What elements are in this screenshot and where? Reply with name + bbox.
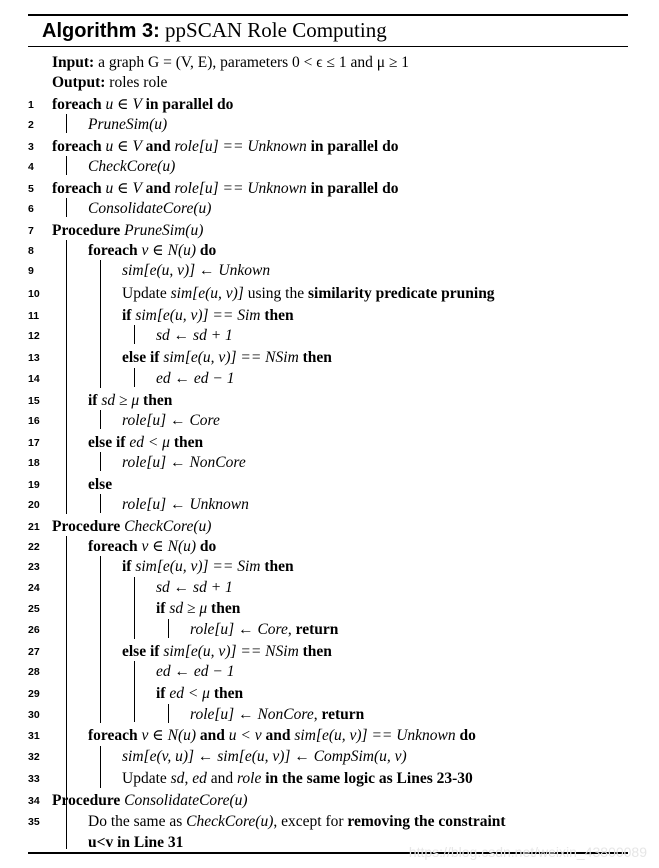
algorithm-line bbox=[0, 683, 659, 705]
algorithm-line bbox=[0, 260, 659, 282]
algorithm-line bbox=[0, 641, 659, 663]
math-expression: role[u] ← Core bbox=[122, 412, 220, 429]
math-expression: u ∈ V bbox=[105, 180, 146, 197]
keyword: foreach bbox=[52, 96, 106, 113]
line-number: 18 bbox=[28, 457, 40, 469]
math-expression: v ∈ N(u) bbox=[141, 538, 200, 555]
keyword: u<v in Line 31 bbox=[88, 834, 184, 851]
output-text: roles role bbox=[109, 74, 168, 91]
keyword: else if bbox=[88, 434, 130, 451]
line-number: 1 bbox=[28, 99, 34, 111]
line-text bbox=[122, 556, 294, 578]
algorithm-label: Algorithm 3: bbox=[42, 20, 160, 42]
algorithm-line bbox=[0, 325, 659, 347]
input-label: Input: bbox=[52, 54, 95, 71]
math-expression: sim[e(u, v)] ← Unkown bbox=[122, 262, 271, 279]
line-number: 26 bbox=[28, 624, 40, 636]
algorithm-line bbox=[0, 494, 659, 516]
keyword: if bbox=[156, 685, 170, 702]
keyword: foreach bbox=[88, 538, 142, 555]
keyword: removing the constraint bbox=[347, 813, 506, 830]
math-expression: v ∈ N(u) bbox=[141, 727, 200, 744]
keyword: in parallel do bbox=[310, 138, 399, 155]
keyword: Procedure bbox=[52, 518, 125, 535]
line-text bbox=[122, 410, 220, 432]
line-number: 10 bbox=[28, 288, 40, 300]
math-expression: u ∈ V bbox=[105, 96, 146, 113]
line-text bbox=[88, 832, 183, 854]
algorithm-line bbox=[0, 94, 659, 116]
algorithm-line bbox=[0, 305, 659, 327]
line-text bbox=[156, 368, 234, 390]
algorithm-line bbox=[0, 432, 659, 454]
line-text bbox=[156, 325, 233, 347]
keyword: then bbox=[211, 600, 241, 617]
math-expression: sd ≥ μ bbox=[169, 600, 212, 617]
algorithm-line bbox=[0, 283, 659, 305]
line-text bbox=[88, 390, 172, 412]
line-text bbox=[88, 725, 476, 747]
line-text bbox=[88, 156, 175, 178]
plain-text: using the bbox=[247, 285, 308, 302]
math-expression: role[u] ← NonCore bbox=[122, 454, 246, 471]
keyword: else if bbox=[122, 349, 164, 366]
plain-text: , bbox=[184, 770, 193, 787]
line-text bbox=[88, 432, 203, 454]
math-expression: sd ← sd + 1 bbox=[156, 327, 233, 344]
line-number: 24 bbox=[28, 582, 40, 594]
math-expression: ed ← ed − 1 bbox=[156, 370, 235, 387]
algorithm-line bbox=[0, 598, 659, 620]
algorithm-line bbox=[0, 240, 659, 262]
math-expression: ed < μ bbox=[169, 685, 214, 702]
line-number: 7 bbox=[28, 225, 34, 237]
math-expression: role[u] == Unknown bbox=[174, 180, 311, 197]
algorithm-line bbox=[0, 410, 659, 432]
algorithm-line bbox=[0, 619, 659, 641]
math-expression: ConsolidateCore(u) bbox=[88, 200, 212, 217]
keyword: return bbox=[295, 621, 339, 638]
line-number: 17 bbox=[28, 437, 40, 449]
keyword: then bbox=[173, 434, 204, 451]
keyword: Procedure bbox=[52, 792, 125, 809]
math-expression: role[u] == Unknown bbox=[174, 138, 311, 155]
line-number: 19 bbox=[28, 479, 40, 491]
keyword: do bbox=[199, 242, 217, 259]
line-number: 28 bbox=[28, 666, 40, 678]
line-text bbox=[122, 494, 249, 516]
line-text bbox=[88, 198, 211, 220]
keyword: else bbox=[88, 476, 113, 493]
keyword: and bbox=[199, 727, 229, 744]
math-expression: sim[e(u, v)] == Sim bbox=[135, 558, 265, 575]
line-number: 8 bbox=[28, 245, 34, 257]
line-text bbox=[122, 347, 332, 369]
algorithm-line bbox=[0, 811, 659, 833]
line-text bbox=[156, 598, 240, 620]
algorithm-line bbox=[0, 516, 659, 538]
algorithm-line bbox=[0, 390, 659, 412]
keyword: and bbox=[145, 138, 175, 155]
line-text bbox=[88, 240, 216, 262]
output-label: Output: bbox=[52, 74, 106, 91]
title-rule bbox=[28, 46, 628, 47]
math-expression: ed ← ed − 1 bbox=[156, 663, 235, 680]
keyword: else if bbox=[122, 643, 164, 660]
line-text bbox=[52, 94, 233, 116]
line-number: 25 bbox=[28, 603, 40, 615]
math-expression: sim[e(u, v)] == NSim bbox=[163, 643, 303, 660]
algorithm-line bbox=[0, 474, 659, 496]
math-expression: PruneSim(u) bbox=[88, 116, 168, 133]
plain-text: Update bbox=[122, 285, 171, 302]
line-text bbox=[88, 811, 506, 833]
line-number: 34 bbox=[28, 795, 40, 807]
algorithm-line bbox=[0, 368, 659, 390]
line-number: 30 bbox=[28, 709, 40, 721]
line-number: 22 bbox=[28, 541, 40, 553]
math-expression: ed < μ bbox=[129, 434, 174, 451]
line-text bbox=[122, 641, 332, 663]
line-number: 35 bbox=[28, 816, 40, 828]
line-number: 32 bbox=[28, 751, 40, 763]
math-expression: v ∈ N(u) bbox=[141, 242, 200, 259]
keyword: in parallel do bbox=[310, 180, 399, 197]
math-expression: role[u] ← NonCore bbox=[190, 706, 314, 723]
line-text bbox=[52, 178, 398, 200]
line-text bbox=[156, 661, 234, 683]
line-text bbox=[88, 474, 112, 496]
line-text bbox=[52, 220, 203, 242]
keyword: if bbox=[122, 307, 136, 324]
plain-text: and bbox=[210, 770, 237, 787]
line-number: 6 bbox=[28, 203, 34, 215]
plain-text: , except for bbox=[273, 813, 348, 830]
keyword: do bbox=[459, 727, 476, 744]
math-expression: PruneSim(u) bbox=[124, 222, 204, 239]
math-expression: sim[e(u, v)] bbox=[170, 285, 248, 302]
algorithm-line bbox=[0, 198, 659, 220]
line-number: 12 bbox=[28, 330, 40, 342]
line-number: 11 bbox=[28, 310, 40, 322]
line-number: 5 bbox=[28, 183, 34, 195]
algorithm-line bbox=[0, 136, 659, 158]
line-number: 31 bbox=[28, 730, 40, 742]
algorithm-line bbox=[0, 768, 659, 790]
keyword: then bbox=[302, 643, 332, 660]
math-expression: ConsolidateCore(u) bbox=[124, 792, 248, 809]
math-expression: u ∈ V bbox=[105, 138, 146, 155]
line-text bbox=[52, 790, 248, 812]
keyword: Procedure bbox=[52, 222, 125, 239]
line-number: 14 bbox=[28, 373, 40, 385]
keyword: in parallel do bbox=[145, 96, 234, 113]
line-text bbox=[156, 683, 243, 705]
line-number: 15 bbox=[28, 395, 40, 407]
line-number: 16 bbox=[28, 415, 40, 427]
line-text bbox=[122, 746, 407, 768]
line-text bbox=[156, 577, 233, 599]
math-expression: sim[e(u, v)] == Sim bbox=[135, 307, 265, 324]
keyword: do bbox=[199, 538, 217, 555]
plain-text: Do the same as bbox=[88, 813, 187, 830]
math-expression: sim[e(u, v)] == NSim bbox=[163, 349, 303, 366]
line-text bbox=[190, 704, 364, 726]
line-number: 29 bbox=[28, 688, 40, 700]
top-rule bbox=[28, 14, 628, 16]
algorithm-line bbox=[0, 220, 659, 242]
input-line bbox=[0, 52, 659, 74]
line-number: 20 bbox=[28, 499, 40, 511]
line-text bbox=[52, 136, 398, 158]
keyword: similarity predicate pruning bbox=[307, 285, 495, 302]
line-number: 13 bbox=[28, 352, 40, 364]
math-expression: CheckCore(u) bbox=[186, 813, 274, 830]
line-text bbox=[122, 283, 495, 305]
math-expression: sd ≥ μ bbox=[101, 392, 144, 409]
math-expression: role[u] ← Core bbox=[190, 621, 288, 638]
algorithm-line bbox=[0, 746, 659, 768]
algorithm-title: ppSCAN Role Computing bbox=[165, 18, 387, 42]
keyword: in the same logic as Lines 23-30 bbox=[265, 770, 473, 787]
keyword: foreach bbox=[52, 180, 106, 197]
watermark: https://blog.csdn.net/weixin_43800089 bbox=[408, 844, 647, 860]
math-expression: u < v bbox=[228, 727, 266, 744]
keyword: if bbox=[88, 392, 102, 409]
algorithm-line bbox=[0, 725, 659, 747]
math-expression: sim[e(u, v)] == Unknown bbox=[294, 727, 460, 744]
line-number: 9 bbox=[28, 265, 34, 277]
math-expression: role bbox=[236, 770, 266, 787]
keyword: then bbox=[302, 349, 332, 366]
line-text bbox=[88, 114, 167, 136]
algorithm-line bbox=[0, 661, 659, 683]
keyword: and bbox=[265, 727, 295, 744]
math-expression: ed bbox=[192, 770, 211, 787]
math-expression: sd bbox=[170, 770, 185, 787]
line-number: 21 bbox=[28, 521, 40, 533]
line-text bbox=[122, 305, 294, 327]
algorithm-line bbox=[0, 178, 659, 200]
keyword: foreach bbox=[88, 242, 142, 259]
input-text: a graph G = (V, E), parameters 0 < ϵ ≤ 1 and μ ≥ 1 bbox=[98, 54, 410, 71]
math-expression: CheckCore(u) bbox=[88, 158, 176, 175]
plain-text: , bbox=[313, 706, 322, 723]
line-number: 3 bbox=[28, 141, 34, 153]
keyword: foreach bbox=[88, 727, 142, 744]
line-number: 23 bbox=[28, 561, 40, 573]
line-text bbox=[122, 768, 473, 790]
line-number: 27 bbox=[28, 646, 40, 658]
math-expression: role[u] ← Unknown bbox=[122, 496, 249, 513]
line-text bbox=[122, 452, 246, 474]
line-number: 4 bbox=[28, 161, 34, 173]
algorithm-line bbox=[0, 577, 659, 599]
keyword: then bbox=[213, 685, 244, 702]
keyword: then bbox=[264, 558, 294, 575]
algorithm-line bbox=[0, 156, 659, 178]
algorithm-caption bbox=[42, 18, 387, 43]
algorithm-line bbox=[0, 536, 659, 558]
algorithm-line bbox=[0, 790, 659, 812]
math-expression: sd ← sd + 1 bbox=[156, 579, 233, 596]
line-text bbox=[52, 516, 211, 538]
algorithm-line bbox=[0, 347, 659, 369]
math-expression: sim[e(v, u)] ← sim[e(u, v)] ← CompSim(u, v) bbox=[122, 748, 407, 765]
line-text bbox=[122, 260, 270, 282]
line-text bbox=[190, 619, 338, 641]
math-expression: CheckCore(u) bbox=[124, 518, 212, 535]
keyword: if bbox=[156, 600, 170, 617]
output-line bbox=[0, 72, 659, 94]
keyword: return bbox=[321, 706, 365, 723]
algorithm-line bbox=[0, 556, 659, 578]
line-text bbox=[88, 536, 216, 558]
keyword: foreach bbox=[52, 138, 106, 155]
keyword: if bbox=[122, 558, 136, 575]
plain-text: Update bbox=[122, 770, 171, 787]
algorithm-line bbox=[0, 452, 659, 474]
algorithm-line bbox=[0, 114, 659, 136]
plain-text: , bbox=[287, 621, 296, 638]
line-number: 33 bbox=[28, 773, 40, 785]
keyword: and bbox=[145, 180, 175, 197]
line-number: 2 bbox=[28, 119, 34, 131]
keyword: then bbox=[264, 307, 294, 324]
algorithm-line bbox=[0, 704, 659, 726]
keyword: then bbox=[143, 392, 173, 409]
